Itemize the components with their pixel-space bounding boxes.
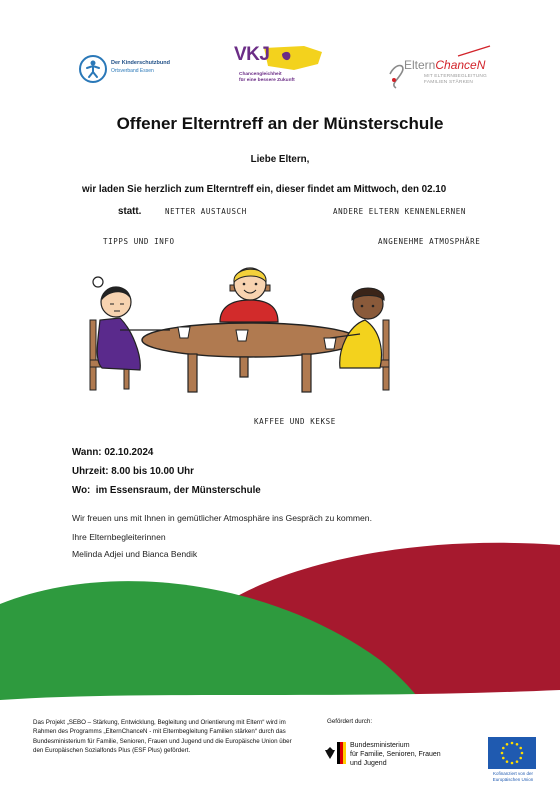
person-left-body (97, 318, 140, 370)
chair (124, 367, 129, 389)
table-leg (302, 354, 311, 392)
detail-time (72, 466, 194, 477)
person-right-body (340, 320, 382, 368)
ksb-name: Der Kinderschutzbund (111, 60, 170, 66)
ksb-branch: Ortsverband Essen (111, 68, 154, 74)
detail-when (72, 447, 153, 458)
eu-caption-1: Kofinanziert von der (492, 771, 534, 776)
invite-text: wir laden Sie herzlich zum Elterntreff ein, dieser findet am Mittwoch, den 02.10 (82, 184, 447, 195)
closing-line-1: Wir freuen uns mit Ihnen in gemütlicher Atmosphäre ins Gespräch zu kommen. (72, 513, 372, 523)
ec-tagline-2: FAMILIEN STÄRKEN (424, 80, 474, 85)
where-value: im Essensraum, der Münsterschule (95, 485, 261, 496)
where-label: Wo: (72, 485, 91, 496)
ec-word-1: Eltern (404, 58, 436, 72)
vkj-logo (234, 44, 329, 88)
ministry-line-1: Bundesministerium (350, 742, 410, 749)
cup (236, 330, 248, 341)
when-label: Wann: (72, 447, 102, 458)
note-kaffee-kekse: KAFFEE UND KEKSE (254, 417, 336, 426)
person-middle-body (220, 300, 278, 322)
note-andere-eltern: ANDERE ELTERN KENNENLERNEN (333, 207, 466, 216)
time-value: 8.00 bis 10.00 Uhr (111, 466, 194, 477)
vkj-wordmark: VKJ (234, 44, 270, 65)
ec-wordmark (404, 58, 485, 72)
parents-table-illustration (80, 260, 410, 400)
table-leg (240, 357, 248, 377)
chair (90, 320, 96, 390)
ministry-line-2: für Familie, Senioren, Frauen (350, 751, 441, 758)
logo-swirl-icon (390, 66, 403, 89)
invite-text-end: statt. (118, 206, 142, 217)
vkj-tagline-1: Chancengleichheit (239, 72, 282, 77)
ministry-line-3: und Jugend (350, 760, 387, 767)
ec-tagline-1: MIT ELTERNBEGLEITUNG (424, 74, 487, 79)
kinderschutzbund-logo (79, 55, 189, 85)
cup (324, 338, 336, 349)
child-figure-icon (79, 55, 107, 83)
project-funding-note: Das Projekt „SEBO – Stärkung, Entwicklung, Begleitung und Orientierung mit Eltern“ wird im Rahmen des Programms „ElternChanceN - mit Elternbegleitung Familien stärken“ durch das Bundesministerium für Familie, Senioren, Frauen und Jugend und die Europäische Union über den Europäischen Sozialfonds Plus (ESF Plus) gefördert. (33, 719, 292, 754)
eu-flag-icon (488, 737, 536, 769)
greeting: Liebe Eltern, (250, 154, 310, 165)
eagle-icon (324, 746, 336, 760)
detail-where (72, 485, 261, 496)
closing-line-2: Ihre Elternbegleiterinnen (72, 532, 166, 542)
table-leg (188, 354, 197, 392)
note-tipps-info: TIPPS UND INFO (103, 237, 175, 246)
page-title: Offener Elterntreff an der Münsterschule (116, 114, 444, 133)
note-netter-austausch: NETTER AUSTAUSCH (165, 207, 247, 216)
when-value: 02.10.2024 (104, 447, 154, 458)
closing-line-3: Melinda Adjei und Bianca Bendik (72, 549, 198, 559)
vkj-tagline-2: für eine bessere Zukunft (239, 78, 295, 83)
cup (178, 327, 190, 338)
funded-by-label: Gefördert durch: (327, 718, 373, 725)
ec-word-2: ChanceN (435, 58, 486, 72)
note-atmosphaere: ANGENEHME ATMOSPHÄRE (378, 237, 481, 246)
eu-logo (485, 735, 541, 783)
elternchancen-logo (386, 44, 498, 94)
chair (383, 320, 389, 390)
german-flag-icon (337, 742, 348, 764)
eu-caption-2: Europäischen Union (492, 777, 534, 782)
time-label: Uhrzeit: (72, 466, 109, 477)
